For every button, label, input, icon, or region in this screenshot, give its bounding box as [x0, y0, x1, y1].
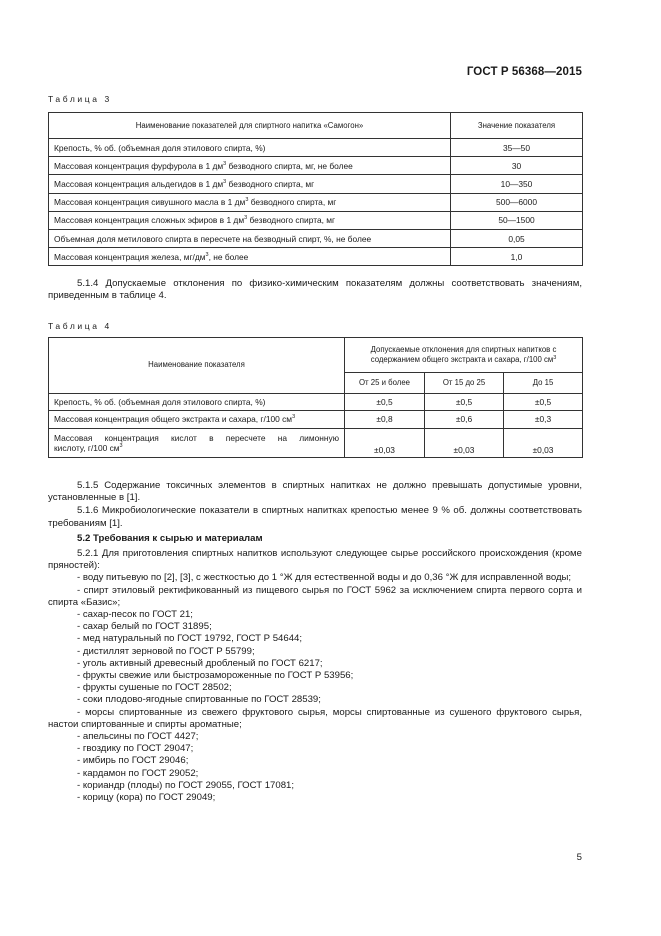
table4-header-name: Наименование показателя: [49, 338, 345, 394]
cell-text: Массовая концентрация сложных эфиров в 1 дм: [54, 215, 245, 226]
section-5-2-heading: 5.2 Требования к сырью и материалам: [77, 532, 263, 544]
table-row: [49, 139, 583, 157]
superscript: 3: [292, 414, 296, 421]
table3-cell-value: 500—6000: [451, 193, 583, 211]
table3-cell-value: 30: [451, 157, 583, 175]
table3-cell-value: 35—50: [451, 139, 583, 157]
cell-text: кислоту, г/100 см: [54, 443, 120, 453]
table-row: [49, 175, 583, 193]
table-row: [49, 248, 583, 266]
cell-text: безводного спирта, мг: [247, 215, 336, 226]
cell-text: Массовая концентрация сивушного масла в 1 дм: [54, 197, 246, 208]
table-row: [49, 394, 583, 411]
cell-text: Массовая концентрация фурфурола в 1 дм: [54, 160, 224, 171]
table-row: [49, 229, 583, 247]
table4-cell-value: ±0,8: [345, 411, 425, 429]
text-block-main: [48, 480, 582, 804]
cell-text: Массовая концентрация кислот в пересчете на лимонную: [54, 432, 339, 443]
table4-subheader: До 15: [504, 373, 583, 394]
table4-cell-value: ±0,5: [425, 394, 504, 411]
table3-cell-value: 10—350: [451, 175, 583, 193]
header-text: Допускаемые отклонения для спиртных напитков с содержанием общего экстракта и сахара, г/100 см: [370, 344, 557, 364]
table4-cell-name: [49, 411, 345, 429]
table-row: [49, 193, 583, 211]
table-row: [49, 157, 583, 175]
table4-cell-value: ±0,03: [425, 429, 504, 458]
page-number: 5: [576, 852, 582, 863]
table-row: [49, 211, 583, 229]
table4-subheader: От 25 и более: [345, 373, 425, 394]
paragraph-5-1-5: 5.1.5 Содержание токсичных элементов в спиртных напитках не должно превышать допустимые уровни, установленные в [1].: [48, 480, 582, 504]
list-item: - фрукты свежие или быстрозамороженные по ГОСТ Р 53956;: [77, 670, 354, 682]
table4-header-row: [49, 338, 583, 373]
list-item: - соки плодово-ягодные спиртованные по ГОСТ 28539;: [77, 694, 321, 706]
list-item: - сахар-песок по ГОСТ 21;: [77, 609, 193, 621]
cell-text: безводного спирта, мг: [248, 197, 337, 208]
table4-caption: Таблица 4: [48, 321, 112, 331]
cell-text-line2: [54, 443, 339, 454]
table3-cell-name: [49, 211, 451, 229]
document-code: ГОСТ Р 56368—2015: [466, 66, 582, 78]
table3-cell-value: 1,0: [451, 248, 583, 266]
list-item: - кардамон по ГОСТ 29052;: [77, 767, 199, 779]
table4-cell-value: ±0,6: [425, 411, 504, 429]
list-item: - дистиллят зерновой по ГОСТ Р 55799;: [77, 645, 255, 657]
list-item: - имбирь по ГОСТ 29046;: [77, 755, 189, 767]
table3-cell-name: [49, 157, 451, 175]
paragraph-5-1-6: 5.1.6 Микробиологические показатели в спиртных напитках крепостью менее 9 % об. должны соответствовать требованиям [1].: [48, 505, 582, 529]
table4-header-group: [345, 338, 583, 373]
superscript: 3: [223, 160, 227, 167]
paragraph-5-2-1: 5.2.1 Для приготовления спиртных напитков используют следующее сырье российского происхождения (кроме пряностей):: [48, 548, 582, 572]
table4-cell-value: ±0,5: [504, 394, 583, 411]
table-row: [49, 411, 583, 429]
table3-header-row: [49, 113, 583, 139]
table4-subheader: От 15 до 25: [425, 373, 504, 394]
text-block-514: [48, 278, 582, 302]
list-item: - гвоздику по ГОСТ 29047;: [77, 743, 194, 755]
cell-text: безводного спирта, мг: [226, 178, 315, 189]
table3-cell-name: [49, 193, 451, 211]
paragraph-5-1-4: 5.1.4 Допускаемые отклонения по физико-химическим показателям должны соответствовать значениям, приведенным в таблице 4.: [48, 278, 582, 302]
table4: [48, 337, 583, 458]
list-item: - апельсины по ГОСТ 4427;: [77, 731, 199, 743]
list-item: - спирт этиловый ректификованный из пищевого сырья по ГОСТ 5962 за исключением спирта первого сорта и спирта «Базис»;: [48, 584, 582, 608]
list-item: - морсы спиртованные из свежего фруктового сырья, морсы спиртованные из сушеного фруктового сырья, настои спиртованные и спирты ароматные;: [48, 706, 582, 730]
cell-text: безводного спирта, мг, не более: [226, 160, 353, 171]
superscript: 3: [245, 197, 249, 204]
table3-cell-name: Объемная доля метилового спирта в пересчете на безводный спирт, %, не более: [49, 229, 451, 247]
table3-cell-value: 0,05: [451, 229, 583, 247]
superscript: 3: [223, 178, 227, 185]
cell-text: Массовая концентрация общего экстракта и сахара, г/100 см: [54, 414, 293, 425]
cell-text: Массовая концентрация альдегидов в 1 дм: [54, 178, 224, 189]
list-item: - воду питьевую по [2], [3], с жесткостью до 1 °Ж для естественной воды и до 0,36 °Ж для исправленной воды;: [77, 572, 572, 584]
table4-cell-name: [49, 429, 345, 458]
table3-cell-name: [49, 248, 451, 266]
superscript: 3: [119, 443, 123, 449]
table3: [48, 112, 583, 266]
list-item: - уголь активный древесный дробленый по ГОСТ 6217;: [77, 657, 323, 669]
list-item: - мед натуральный по ГОСТ 19792, ГОСТ Р 54644;: [77, 633, 303, 645]
table3-cell-name: Крепость, % об. (объемная доля этилового спирта, %): [49, 139, 451, 157]
table4-cell-value: ±0,3: [504, 411, 583, 429]
table3-header-name: Наименование показателей для спиртного напитка «Самогон»: [49, 113, 451, 139]
list-item: - сахар белый по ГОСТ 31895;: [77, 621, 212, 633]
table4-cell-value: ±0,03: [345, 429, 425, 458]
table3-caption: Таблица 3: [48, 94, 112, 104]
table3-header-value: Значение показателя: [451, 113, 583, 139]
cell-text: Массовая концентрация железа, мг/дм: [54, 251, 206, 262]
table4-cell-value: ±0,5: [345, 394, 425, 411]
list-item: - корицу (кора) по ГОСТ 29049;: [77, 792, 216, 804]
table-row: [49, 429, 583, 458]
superscript: 3: [205, 251, 209, 258]
list-item: - фрукты сушеные по ГОСТ 28502;: [77, 682, 232, 694]
table4-cell-value: ±0,03: [504, 429, 583, 458]
superscript: 3: [553, 355, 557, 361]
superscript: 3: [244, 215, 248, 222]
table4-cell-name: Крепость, % об. (объемная доля этилового спирта, %): [49, 394, 345, 411]
cell-text: , не более: [208, 251, 249, 262]
list-item: - кориандр (плоды) по ГОСТ 29055, ГОСТ 17081;: [77, 779, 295, 791]
table3-cell-name: [49, 175, 451, 193]
table3-cell-value: 50—1500: [451, 211, 583, 229]
